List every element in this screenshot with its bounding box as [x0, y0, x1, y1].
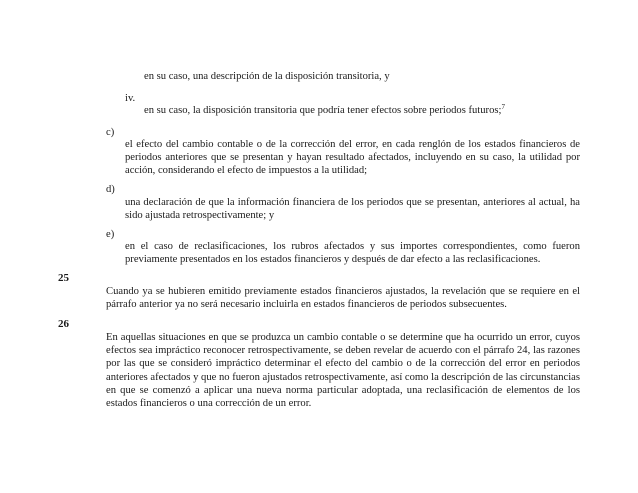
item-iv-label: iv. [125, 93, 136, 104]
item-e-label: e) [106, 229, 115, 240]
item-d-label: d) [106, 184, 115, 195]
paragraph-25-number: 25 [58, 272, 69, 284]
paragraph-26-text: En aquellas situaciones en que se produzca un cambio contable o se determine que ha ocurrido un error, cuyos efectos sea impráctico reconocer retrospectivamente, se deben revelar de acuerdo con el párrafo 24, las razones por las que se consideró impráctico determinar el efecto del cambio o de la corrección del error en periodos anteriores afectados y que no fueron ajustados retrospectivamente, así como la descripción de las circunstancias en que se comenzó a aplicar una nueva norma particular adoptada, una reclasificación de elementos de los estados financieros o una corrección de un error. [106, 332, 580, 410]
paragraph-26-number: 26 [58, 318, 69, 330]
item-d-text: una declaración de que la información financiera de los periodos que se presentan, anteriores al actual, ha sido ajustada retrospectivamente; y [125, 197, 580, 222]
item-iv-text [144, 104, 584, 117]
item-iv-body: en su caso, la disposición transitoria que podría tener efectos sobre periodos futuros; [144, 105, 502, 116]
item-iii-text: en su caso, una descripción de la disposición transitoria, y [144, 71, 390, 82]
item-c-label: c) [106, 127, 115, 138]
paragraph-25-text: Cuando ya se hubieren emitido previamente estados financieros ajustados, la revelación que se requiere en el párrafo anterior ya no será necesario incluirla en estados financieros de periodos subsecuentes. [106, 286, 580, 311]
item-e-text: en el caso de reclasificaciones, los rubros afectados y sus importes correspondientes, como fueron previamente presentados en los estados financieros y después de dar efecto a las reclasificaciones. [125, 241, 580, 266]
footnote-ref-7: 7 [501, 103, 505, 111]
item-c-text: el efecto del cambio contable o de la corrección del error, en cada renglón de los estados financieros de periodos anteriores que se presentan y hayan resultado afectados, incluyendo en su caso, la utilidad por acción, considerando el efecto de impuestos a la utilidad; [125, 139, 580, 177]
